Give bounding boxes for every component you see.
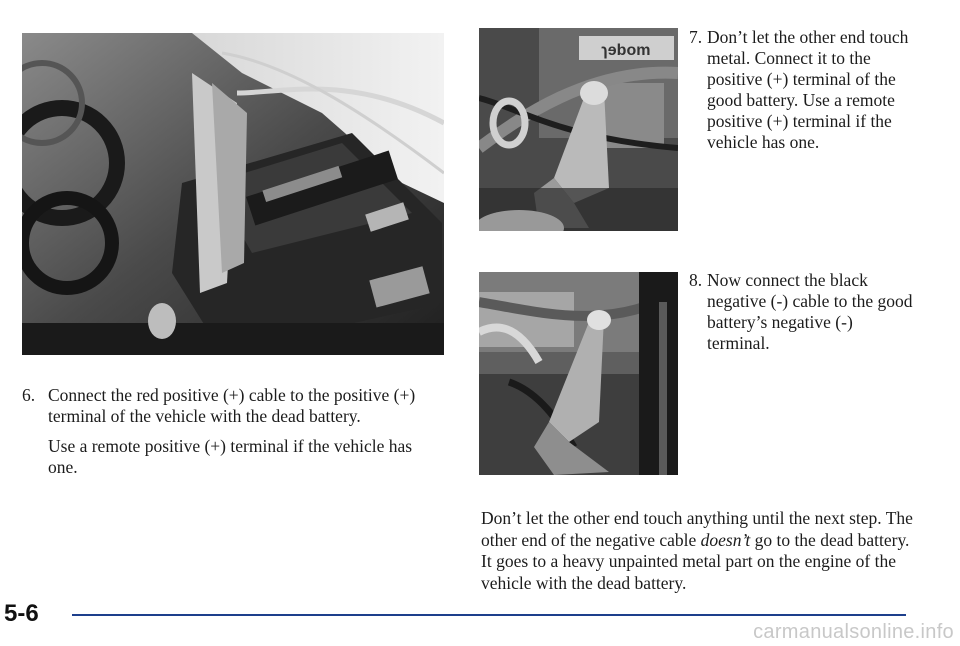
step-8-note-part2: go to the dead battery. It goes to a heavy unpainted metal part on the engine of the vehicle with the dead battery.: [481, 529, 910, 593]
step-6-note: Use a remote positive (+) terminal if the vehicle has one.: [48, 436, 413, 477]
battery-label-text: ɿɘbom: [601, 42, 651, 59]
step-8-note: [481, 508, 921, 594]
step-7-text: Don’t let the other end touch metal. Connect it to the positive (+) terminal of the good battery. Use a remote positive (+) terminal if the vehicle has one.: [707, 27, 909, 152]
footer-rule: [72, 614, 906, 616]
step-8-number: 8.: [689, 270, 703, 290]
step-8: [689, 270, 919, 354]
battery-clamp-photo-main: [22, 33, 444, 355]
step-6-number: 6.: [22, 385, 36, 405]
step-7-number: 7.: [689, 27, 703, 47]
step-8-note-emphasis: doesn’t: [700, 529, 751, 550]
step-6: [22, 385, 452, 427]
page-number: 5-6: [4, 600, 39, 627]
watermark-text: carmanualsonline.info: [753, 621, 954, 643]
step-8-text: Now connect the black negative (-) cable to the good battery’s negative (-) terminal.: [707, 270, 913, 353]
battery-clamp-photo-good-negative: [479, 272, 678, 475]
step-7: [689, 27, 919, 153]
battery-clamp-photo-good-positive: [479, 28, 678, 231]
step-8-note-part1: Don’t let the other end touch anything until the next step. The other end of the negative cable: [481, 508, 913, 550]
step-6-text: Connect the red positive (+) cable to the positive (+) terminal of the vehicle with the dead battery.: [48, 385, 416, 426]
